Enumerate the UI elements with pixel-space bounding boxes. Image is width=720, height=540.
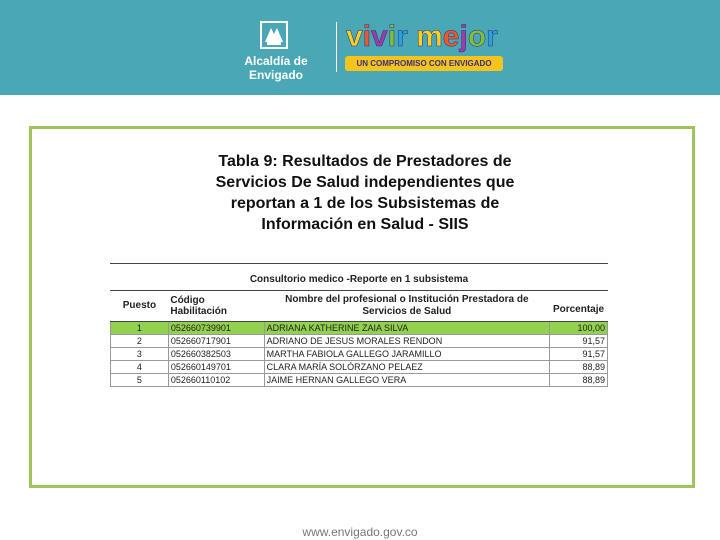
cell-puesto: 3	[111, 347, 169, 360]
results-table	[110, 263, 608, 387]
brand-letter: e	[442, 20, 460, 53]
title-line: Servicios De Salud independientes que	[215, 174, 515, 191]
table-row	[111, 373, 608, 386]
table-row	[111, 347, 608, 360]
brand-letter: j	[459, 20, 468, 53]
cell-puesto: 4	[111, 360, 169, 373]
cell-nombre: ADRIANO DE JESUS MORALES RENDON	[264, 334, 549, 347]
cell-puesto: 5	[111, 373, 169, 386]
brand-letter: r	[486, 20, 498, 53]
vivir-mejor-logo	[346, 20, 506, 54]
cell-nombre: CLARA MARÍA SOLÓRZANO PELAEZ	[264, 360, 549, 373]
brand-letter: m	[416, 20, 443, 53]
brand-letter: v	[371, 20, 388, 53]
city-emblem-icon	[259, 20, 289, 50]
table-header-row	[111, 291, 608, 321]
column-header-nombre: Nombre del profesional o Institución Prestadora de Servicios de Salud	[264, 291, 549, 321]
title-line: Información en Salud - SIIS	[261, 216, 469, 233]
cell-nombre: MARTHA FABIOLA GALLEGO JARAMILLO	[264, 347, 549, 360]
cell-puesto: 2	[111, 334, 169, 347]
table-row	[111, 321, 608, 334]
brand-letter: o	[467, 20, 487, 53]
cell-codigo: 052660149701	[168, 360, 264, 373]
cell-porcentaje: 100,00	[550, 321, 608, 334]
brand-letter: i	[362, 20, 372, 53]
municipality-name: Alcaldía de Envigado	[244, 54, 308, 82]
title-line: reportan a 1 de los Subsistemas de	[230, 195, 500, 212]
cell-puesto: 1	[111, 321, 169, 334]
slogan-badge: UN COMPROMISO CON ENVIGADO	[345, 56, 503, 71]
brand-letter: v	[346, 20, 363, 53]
data-table	[110, 291, 608, 387]
header-banner	[0, 0, 720, 95]
alcaldia-logo	[216, 20, 336, 82]
cell-codigo: 052660717901	[168, 334, 264, 347]
cell-porcentaje: 91,57	[550, 334, 608, 347]
footer-url: www.envigado.gov.co	[302, 525, 418, 539]
table-row	[111, 334, 608, 347]
table-caption: Consultorio medico -Reporte en 1 subsistema	[110, 264, 608, 291]
column-header-puesto: Puesto	[111, 291, 169, 321]
column-header-codigo: Código Habilitación	[168, 291, 264, 321]
table-row	[111, 360, 608, 373]
cell-porcentaje: 91,57	[550, 347, 608, 360]
cell-nombre: ADRIANA KATHERINE ZAIA SILVA	[264, 321, 549, 334]
brand-letter: r	[396, 20, 408, 53]
table-body	[111, 321, 608, 386]
title-line: Tabla 9: Resultados de Prestadores de	[218, 153, 512, 170]
logo-divider	[336, 22, 337, 72]
cell-codigo: 052660382503	[168, 347, 264, 360]
cell-codigo: 052660110102	[168, 373, 264, 386]
cell-nombre: JAIME HERNAN GALLEGO VERA	[264, 373, 549, 386]
column-header-porcentaje: Porcentaje	[550, 291, 608, 321]
cell-porcentaje: 88,89	[550, 373, 608, 386]
cell-porcentaje: 88,89	[550, 360, 608, 373]
slide-title	[180, 151, 550, 235]
cell-codigo: 052660739901	[168, 321, 264, 334]
brand-letter: i	[387, 20, 397, 53]
